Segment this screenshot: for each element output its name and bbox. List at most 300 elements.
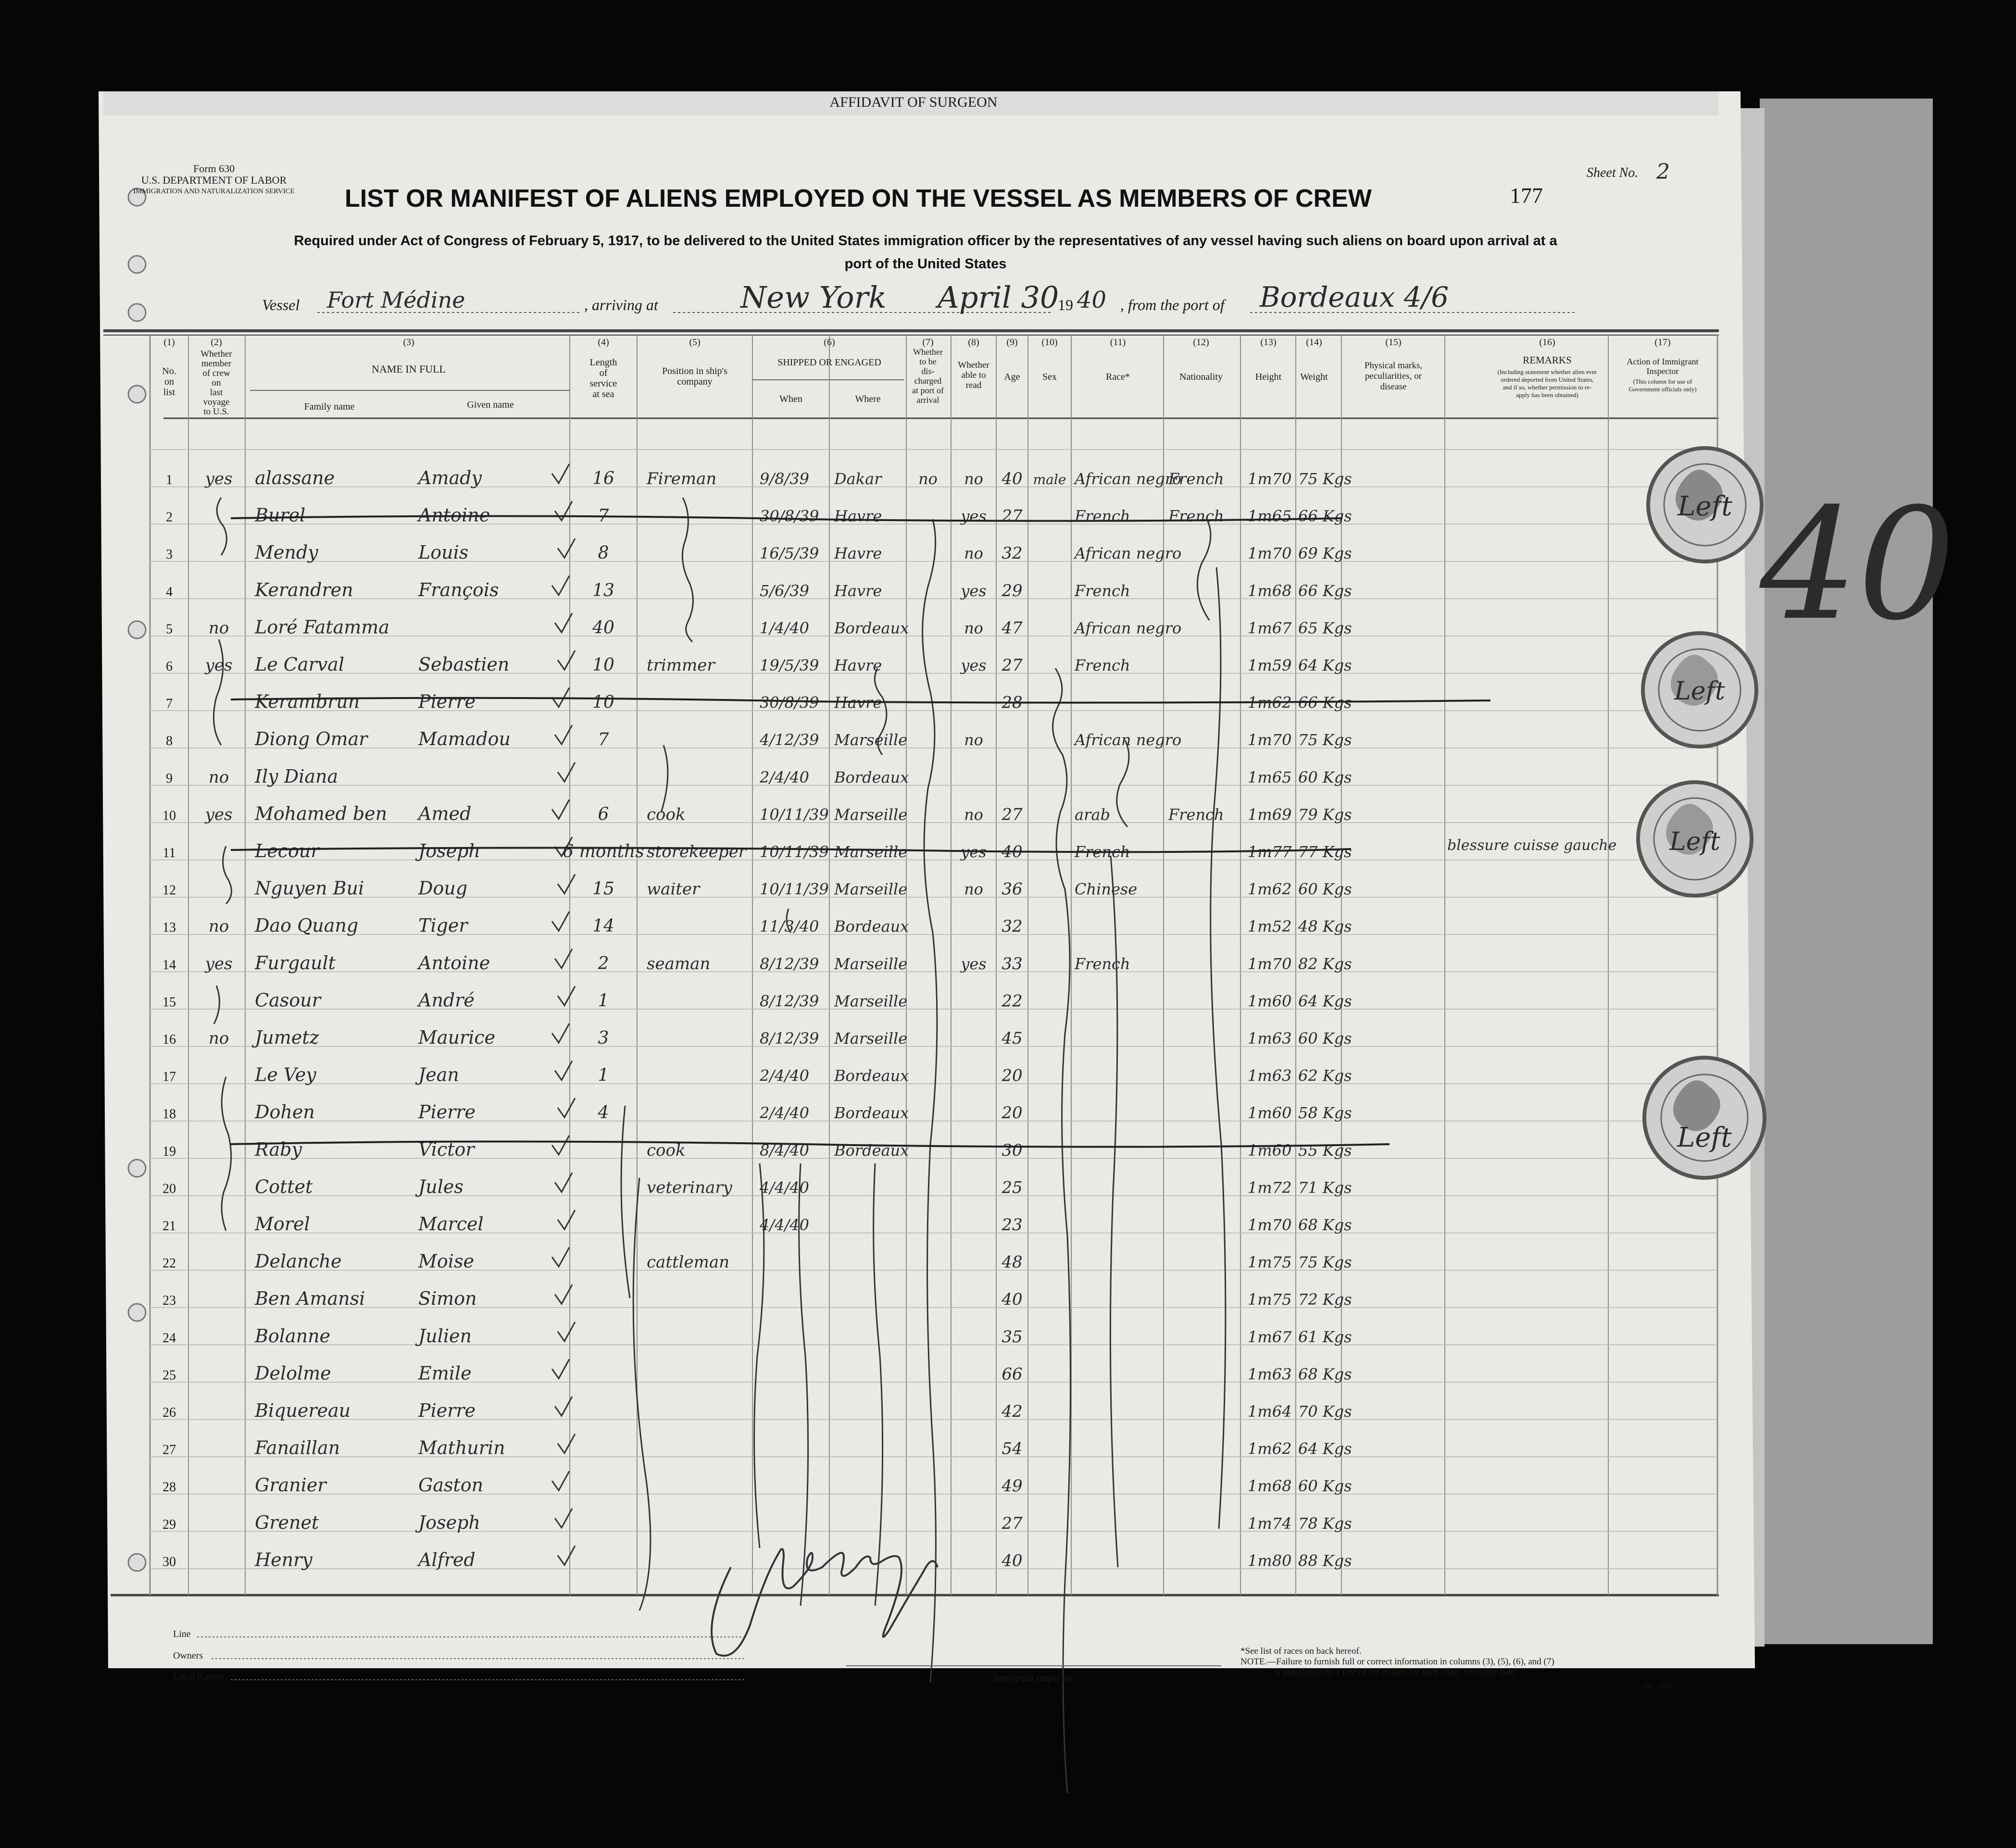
- position: storekeeper: [647, 842, 746, 862]
- row-number: 23: [163, 1293, 176, 1309]
- weight: 64 Kgs: [1298, 656, 1352, 674]
- age: 27: [1002, 506, 1023, 526]
- head-position-2: company: [677, 376, 713, 387]
- given-name: Pierre: [418, 1400, 476, 1421]
- length-of-service: 10: [592, 692, 614, 712]
- race: French: [1075, 954, 1130, 973]
- colnum-3: (3): [403, 337, 414, 348]
- family-name: Burel: [255, 504, 306, 526]
- given-name: Antoine: [418, 952, 490, 974]
- footer-agents-label: Local Agents: [173, 1672, 225, 1682]
- footer-note-1: *See list of races on back hereof.: [1240, 1646, 1362, 1656]
- height: 1m65: [1248, 768, 1292, 787]
- footer-inspector-label: Immigrant Inspector.: [993, 1673, 1074, 1684]
- weight: 78 Kgs: [1298, 1514, 1352, 1533]
- stamp-1-word: Left: [1678, 491, 1732, 522]
- given-name: Mathurin: [418, 1437, 505, 1459]
- weight: 58 Kgs: [1298, 1104, 1352, 1123]
- head-remarks-sub-2: ordered deported from United States,: [1501, 376, 1594, 383]
- row-number: 26: [163, 1405, 176, 1420]
- age: 27: [1002, 656, 1023, 675]
- shipped-where: Havre: [834, 656, 882, 674]
- colnum-13: (13): [1260, 337, 1277, 348]
- given-name: Victor: [418, 1138, 475, 1160]
- able-to-read: yes: [961, 843, 987, 861]
- family-name: Biquereau: [255, 1400, 351, 1421]
- weight: 60 Kgs: [1298, 880, 1352, 899]
- given-name: Joseph: [418, 1511, 480, 1533]
- footer-owners-label: Owners: [173, 1650, 203, 1661]
- weight: 79 Kgs: [1298, 805, 1352, 824]
- head-length-2: of: [599, 368, 608, 378]
- height: 1m77: [1248, 843, 1292, 861]
- length-of-service: 1: [598, 1065, 609, 1086]
- height: 1m63: [1248, 1029, 1292, 1048]
- height: 1m60: [1248, 1141, 1292, 1160]
- colnum-14: (14): [1306, 337, 1322, 348]
- race: African negro: [1075, 544, 1182, 563]
- row-number: 1: [166, 473, 173, 487]
- shipped-where: Havre: [834, 544, 882, 563]
- age: 40: [1002, 1551, 1023, 1571]
- length-of-service: 8: [598, 543, 609, 563]
- head-shipped: SHIPPED OR ENGAGED: [777, 357, 881, 368]
- length-of-service: 4: [598, 1103, 609, 1123]
- position: trimmer: [647, 656, 715, 675]
- given-name: Moise: [418, 1250, 474, 1272]
- height: 1m69: [1248, 805, 1292, 824]
- position: seaman: [647, 954, 711, 974]
- shipped-when: 9/8/39: [760, 470, 809, 488]
- height: 1m62: [1248, 880, 1292, 899]
- stamp-2: [1643, 633, 1756, 747]
- weight: 77 Kgs: [1298, 843, 1352, 861]
- shipped-where: Marseille: [834, 880, 908, 899]
- weight: 60 Kgs: [1298, 1029, 1352, 1048]
- from-label: , from the port of: [1120, 296, 1225, 313]
- age: 47: [1002, 618, 1023, 638]
- given-name: Louis: [418, 542, 469, 563]
- head-member-2: member: [201, 359, 232, 369]
- position: cook: [647, 805, 686, 824]
- age: 20: [1002, 1103, 1023, 1123]
- row-number: 13: [163, 920, 176, 936]
- row-number: 27: [163, 1442, 176, 1458]
- stamp-1: [1648, 448, 1762, 562]
- discharged: no: [918, 470, 938, 488]
- head-name-in-full: NAME IN FULL: [372, 363, 446, 375]
- family-name: Ben Amansi: [255, 1288, 365, 1310]
- row-number: 22: [163, 1256, 176, 1271]
- shipped-when: 8/12/39: [760, 992, 819, 1011]
- colnum-17: (17): [1654, 337, 1671, 348]
- height: 1m70: [1248, 731, 1292, 749]
- arrival-year: 40: [1077, 287, 1107, 313]
- age: 40: [1002, 1290, 1023, 1310]
- position: Fireman: [647, 469, 717, 488]
- weight: 72 Kgs: [1298, 1290, 1352, 1309]
- length-of-service: 6 months: [563, 842, 644, 862]
- able-to-read: yes: [961, 954, 987, 973]
- able-to-read: no: [964, 805, 983, 824]
- height: 1m72: [1248, 1178, 1292, 1197]
- colnum-12: (12): [1193, 337, 1209, 348]
- subtitle-line2: port of the United States: [844, 256, 1007, 272]
- family-name: Loré Fatamma: [255, 616, 389, 638]
- shipped-where: Marseille: [834, 1029, 908, 1048]
- shipped-when: 11/3/40: [760, 917, 819, 936]
- head-when: When: [779, 394, 802, 404]
- height: 1m64: [1248, 1402, 1292, 1421]
- family-name: Ily Diana: [255, 765, 338, 787]
- height: 1m63: [1248, 1066, 1292, 1085]
- colnum-1: (1): [163, 337, 175, 348]
- family-name: Delanche: [255, 1250, 342, 1272]
- family-name: Dao Quang: [255, 915, 359, 936]
- previous-voyage: no: [208, 618, 229, 638]
- stamp-2-word: Left: [1674, 677, 1725, 706]
- arriving-label: , arriving at: [584, 296, 658, 313]
- given-name: Jean: [418, 1064, 459, 1086]
- family-name: Diong Omar: [255, 728, 368, 750]
- head-weight: Weight: [1300, 372, 1328, 382]
- head-member-5: last: [210, 387, 223, 398]
- weight: 68 Kgs: [1298, 1216, 1352, 1234]
- row-number: 5: [166, 622, 173, 637]
- weight: 75 Kgs: [1298, 1253, 1352, 1272]
- length-of-service: 2: [598, 953, 609, 974]
- race: arab: [1075, 805, 1110, 824]
- page-number: 177: [1510, 183, 1543, 208]
- head-remarks-sub-3: and if so, whether permission to re-: [1503, 384, 1592, 391]
- head-no-1: No.: [162, 366, 176, 376]
- colnum-8: (8): [968, 337, 979, 348]
- row-number: 21: [163, 1219, 176, 1234]
- head-length-3: service: [589, 378, 617, 389]
- head-read-2: able to: [961, 370, 986, 380]
- age: 27: [1002, 1513, 1023, 1533]
- position: cattleman: [647, 1252, 730, 1272]
- head-member-3: of crew: [202, 368, 230, 378]
- head-length-4: at sea: [592, 389, 614, 400]
- age: 33: [1002, 954, 1023, 974]
- shipped-where: Marseille: [834, 843, 908, 861]
- shipped-when: 5/6/39: [760, 581, 809, 600]
- row-number: 2: [166, 510, 173, 525]
- length-of-service: 15: [592, 879, 614, 899]
- age: 54: [1002, 1439, 1023, 1459]
- height: 1m70: [1248, 544, 1292, 563]
- footer-line-label: Line: [173, 1629, 191, 1639]
- colnum-15: (15): [1385, 337, 1402, 348]
- previous-voyage: yes: [205, 805, 233, 824]
- head-length-1: Length: [589, 357, 617, 368]
- weight: 75 Kgs: [1298, 470, 1352, 488]
- age: 40: [1002, 842, 1023, 862]
- height: 1m68: [1248, 581, 1292, 600]
- head-remarks: REMARKS: [1523, 354, 1572, 366]
- head-read-1: Whether: [958, 360, 989, 370]
- given-name: Amed: [418, 803, 472, 824]
- head-member-6: voyage: [203, 397, 230, 407]
- weight: 62 Kgs: [1298, 1066, 1352, 1085]
- length-of-service: 7: [598, 506, 609, 526]
- family-name: Le Vey: [255, 1064, 316, 1086]
- height: 1m70: [1248, 954, 1292, 973]
- family-name: Henry: [255, 1549, 313, 1571]
- weight: 64 Kgs: [1298, 1439, 1352, 1458]
- head-where: Where: [855, 394, 881, 404]
- row-number: 9: [166, 771, 173, 786]
- nationality: French: [1168, 805, 1224, 824]
- shipped-when: 8/12/39: [760, 1029, 819, 1048]
- family-name: Kerandren: [255, 579, 353, 600]
- family-name: Dohen: [255, 1101, 315, 1123]
- head-disch-5: at port of: [912, 386, 944, 395]
- head-remarks-sub-1: (Including statement whether alien ever: [1497, 368, 1597, 375]
- head-member-1: Whether: [200, 349, 232, 359]
- vessel-label: Vessel: [262, 296, 300, 313]
- head-read-3: read: [965, 380, 982, 390]
- family-name: Grenet: [255, 1511, 319, 1533]
- age: 66: [1002, 1364, 1023, 1384]
- nationality: French: [1168, 507, 1224, 525]
- given-name: Sebastien: [418, 654, 510, 675]
- row-number: 12: [163, 883, 176, 898]
- height: 1m68: [1248, 1477, 1292, 1496]
- race: Chinese: [1075, 880, 1138, 899]
- row-number: 3: [166, 547, 173, 562]
- shipped-where: Dakar: [834, 470, 882, 488]
- given-name: Doug: [418, 877, 468, 899]
- weight: 61 Kgs: [1298, 1327, 1352, 1346]
- given-name: Alfred: [418, 1549, 476, 1571]
- shipped-when: 16/5/39: [760, 544, 819, 563]
- able-to-read: no: [964, 544, 983, 563]
- row-number: 30: [163, 1554, 176, 1570]
- weight: 48 Kgs: [1298, 917, 1352, 936]
- row-number: 18: [163, 1107, 176, 1122]
- shipped-when: 10/11/39: [760, 805, 829, 824]
- given-name: Gaston: [418, 1474, 484, 1496]
- shipped-when: 2/4/40: [760, 1104, 809, 1123]
- given-name: Joseph: [418, 840, 480, 862]
- row-number: 8: [166, 734, 173, 749]
- row-number: 20: [163, 1181, 176, 1197]
- age: 22: [1002, 991, 1023, 1011]
- shipped-where: Havre: [834, 507, 882, 525]
- given-name: Julien: [418, 1325, 472, 1347]
- race: French: [1075, 581, 1130, 600]
- weight: 60 Kgs: [1298, 768, 1352, 787]
- family-name: Delolme: [255, 1362, 331, 1384]
- footer-note-3: is punishable by a fine of ten dollars for each alien. See other side.: [1274, 1667, 1517, 1677]
- colnum-7: (7): [922, 337, 934, 348]
- age: 35: [1002, 1327, 1023, 1347]
- height: 1m70: [1248, 1216, 1292, 1234]
- length-of-service: 10: [592, 655, 614, 675]
- year-prefix: 19: [1058, 296, 1073, 313]
- head-disch-3: dis-: [921, 366, 935, 376]
- head-no-3: list: [163, 387, 175, 398]
- height: 1m60: [1248, 992, 1292, 1011]
- able-to-read: no: [964, 619, 983, 637]
- able-to-read: yes: [961, 507, 987, 525]
- family-name: Morel: [255, 1213, 310, 1235]
- height: 1m74: [1248, 1514, 1292, 1533]
- row-number: 15: [163, 995, 176, 1010]
- row-number: 10: [163, 808, 176, 824]
- departure-port: Bordeaux 4/6: [1260, 281, 1449, 313]
- shipped-where: Marseille: [834, 992, 908, 1011]
- service: IMMIGRATION AND NATURALIZATION SERVICE: [133, 187, 295, 195]
- head-disch-2: to be: [919, 357, 937, 366]
- previous-voyage: no: [208, 767, 229, 787]
- shipped-where: Marseille: [834, 731, 908, 749]
- height: 1m52: [1248, 917, 1292, 936]
- weight: 69 Kgs: [1298, 544, 1352, 563]
- age: 49: [1002, 1476, 1023, 1496]
- head-member-7: to U.S.: [203, 407, 229, 417]
- shipped-when: 2/4/40: [760, 1066, 809, 1085]
- weight: 55 Kgs: [1298, 1141, 1352, 1160]
- shipped-where: Bordeaux: [834, 1066, 909, 1085]
- shipped-when: 8/12/39: [760, 954, 819, 973]
- head-remarks-sub-4: apply has been obtained): [1516, 391, 1578, 399]
- family-name: Mendy: [255, 542, 318, 563]
- height: 1m75: [1248, 1290, 1292, 1309]
- head-physical-3: disease: [1380, 382, 1407, 392]
- row-number: 24: [163, 1330, 176, 1346]
- nationality: French: [1168, 470, 1224, 488]
- head-action-1: Action of Immigrant: [1627, 357, 1699, 366]
- given-name: François: [418, 579, 499, 600]
- remark-row11: blessure cuisse gauche: [1447, 837, 1617, 854]
- race: African negro: [1075, 731, 1182, 749]
- shipped-where: Bordeaux: [834, 619, 909, 637]
- able-to-read: yes: [961, 656, 987, 674]
- given-name: Maurice: [418, 1027, 496, 1048]
- shipped-where: Bordeaux: [834, 768, 909, 787]
- stamp-4: [1644, 1058, 1765, 1178]
- given-name: Pierre: [418, 691, 476, 712]
- age: 23: [1002, 1215, 1023, 1235]
- family-name: Furgault: [255, 952, 336, 974]
- shipped-when: 4/12/39: [760, 731, 819, 749]
- row-number: 7: [166, 696, 173, 712]
- given-name: Mamadou: [418, 728, 511, 750]
- family-name: Bolanne: [255, 1325, 331, 1347]
- height: 1m80: [1248, 1551, 1292, 1570]
- age: 29: [1002, 581, 1023, 600]
- shipped-when: 4/4/40: [760, 1178, 809, 1197]
- shipped-when: 19/5/39: [760, 656, 819, 674]
- shipped-when: 1/4/40: [760, 619, 809, 637]
- height: 1m62: [1248, 693, 1292, 712]
- colnum-16: (16): [1539, 337, 1555, 348]
- colnum-9: (9): [1006, 337, 1018, 348]
- family-name: Mohamed ben: [255, 803, 388, 824]
- arrival-date: April 30: [938, 280, 1059, 315]
- weight: 64 Kgs: [1298, 992, 1352, 1011]
- given-name: Pierre: [418, 1101, 476, 1123]
- head-action-sub-1: (This column for use of: [1633, 378, 1692, 385]
- side-mark: 40: [1760, 475, 1956, 654]
- height: 1m65: [1248, 507, 1292, 525]
- race: African negro: [1075, 619, 1182, 637]
- weight: 65 Kgs: [1298, 619, 1352, 637]
- weight: 66 Kgs: [1298, 507, 1352, 525]
- age: 45: [1002, 1029, 1023, 1048]
- shipped-where: Havre: [834, 693, 882, 712]
- head-action-sub-2: Government officials only): [1628, 386, 1697, 393]
- height: 1m75: [1248, 1253, 1292, 1272]
- family-name: Fanaillan: [255, 1437, 340, 1459]
- family-name: Casour: [255, 989, 321, 1011]
- length-of-service: 14: [592, 916, 614, 936]
- arriving-port: New York: [740, 280, 887, 315]
- shipped-where: Bordeaux: [834, 1141, 909, 1160]
- head-height: Height: [1255, 372, 1282, 382]
- head-nationality: Nationality: [1179, 372, 1223, 382]
- age: 32: [1002, 544, 1023, 563]
- length-of-service: 13: [592, 580, 614, 600]
- shipped-when: 30/8/39: [760, 693, 819, 712]
- head-disch-4: charged: [914, 376, 942, 386]
- shipped-where: Bordeaux: [834, 1104, 909, 1123]
- head-member-4: on: [212, 378, 221, 388]
- given-name: Marcel: [418, 1213, 484, 1235]
- head-physical-1: Physical marks,: [1364, 361, 1423, 371]
- weight: 66 Kgs: [1298, 581, 1352, 600]
- able-to-read: no: [964, 731, 983, 749]
- shipped-where: Marseille: [834, 954, 908, 973]
- stamp-3-word: Left: [1669, 827, 1720, 856]
- shipped-where: Marseille: [834, 805, 908, 824]
- row-number: 19: [163, 1144, 176, 1159]
- shipped-where: Havre: [834, 581, 882, 600]
- shipped-when: 8/4/40: [760, 1141, 809, 1160]
- row-number: 28: [163, 1480, 176, 1495]
- weight: 66 Kgs: [1298, 693, 1352, 712]
- race: French: [1075, 656, 1130, 674]
- position: cook: [647, 1140, 686, 1160]
- head-disch-1: Whether: [913, 347, 943, 357]
- head-given-name: Given name: [467, 400, 514, 410]
- row-number: 29: [163, 1517, 176, 1532]
- age: 30: [1002, 1140, 1023, 1160]
- age: 42: [1002, 1402, 1023, 1421]
- length-of-service: 1: [598, 991, 609, 1011]
- able-to-read: no: [964, 880, 983, 899]
- colnum-2: (2): [211, 337, 222, 348]
- form-number: Form 630: [193, 162, 235, 175]
- row-number: 25: [163, 1368, 176, 1383]
- colnum-10: (10): [1041, 337, 1058, 348]
- family-name: Granier: [255, 1474, 326, 1496]
- given-name: Amady: [418, 467, 482, 488]
- previous-voyage: yes: [205, 469, 233, 488]
- department: U.S. DEPARTMENT OF LABOR: [141, 174, 287, 186]
- vessel-name: Fort Médine: [327, 287, 465, 313]
- head-age: Age: [1004, 372, 1020, 382]
- sheet-label: Sheet No.: [1587, 165, 1639, 180]
- previous-voyage: yes: [205, 954, 233, 974]
- previous-voyage: yes: [205, 656, 233, 675]
- colnum-4: (4): [598, 337, 609, 348]
- family-name: Lecour: [255, 840, 320, 862]
- sex: male: [1033, 472, 1066, 487]
